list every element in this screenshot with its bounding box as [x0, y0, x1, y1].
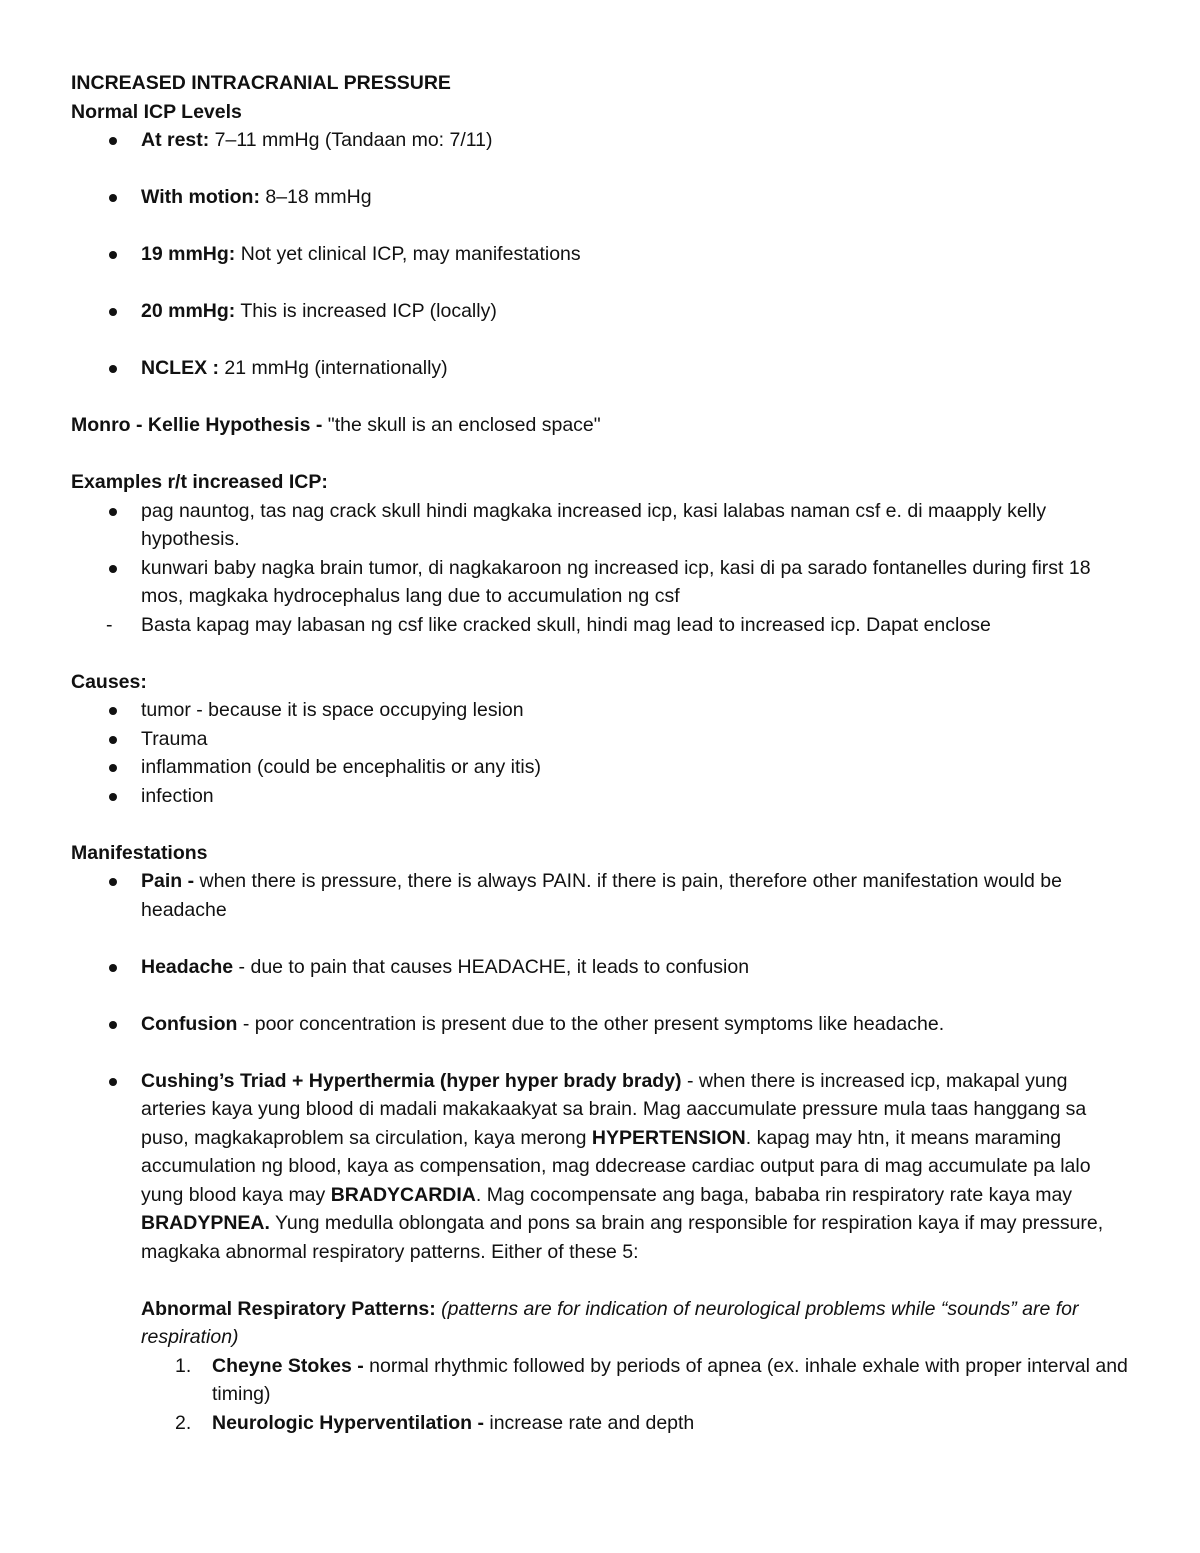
- hypertension-term: HYPERTENSION: [591, 1126, 746, 1149]
- item-text: - due to pain that causes HEADACHE, it leads to confusion: [233, 955, 750, 978]
- manifestation-confusion: [71, 1010, 1131, 1039]
- manifestation-pain: [71, 867, 1131, 924]
- item-label: Headache: [141, 955, 234, 978]
- bullet-icon: [109, 251, 117, 259]
- item-text: . Mag cocompensate ang baga, bababa rin respiratory rate kaya may: [475, 1183, 1073, 1206]
- item-text: when there is pressure, there is always PAIN. if there is pain, therefore other manifestation would be headache: [141, 870, 1062, 921]
- document-page: [71, 69, 1131, 1437]
- icp-item-nclex: [71, 354, 1131, 383]
- bradycardia-term: BRADYCARDIA: [330, 1183, 476, 1206]
- bullet-icon: [109, 736, 117, 744]
- example-item: [71, 554, 1131, 611]
- bullet-icon: [109, 878, 117, 886]
- icp-heading: Normal ICP Levels: [71, 100, 242, 123]
- bullet-icon: [109, 565, 117, 573]
- item-text: 8–18 mmHg: [259, 186, 372, 208]
- icp-item-19: [71, 240, 1131, 269]
- cause-text: infection: [141, 784, 214, 807]
- bradypnea-term: BRADYPNEA.: [141, 1212, 270, 1234]
- monro-label: Monro - Kellie Hypothesis -: [71, 414, 328, 436]
- patterns-label: Abnormal Respiratory Patterns:: [141, 1297, 436, 1320]
- item-text: 21 mmHg (internationally): [219, 357, 448, 379]
- cause-text: inflammation (could be encephalitis or any itis): [141, 756, 541, 778]
- examples-heading: Examples r/t increased ICP:: [71, 471, 328, 493]
- item-text: - poor concentration is present due to the other present symptoms like headache.: [237, 1012, 945, 1035]
- patterns-note: (patterns are for indication of neurological problems while “sounds” are for respiration): [141, 1297, 1079, 1348]
- item-label: Cushing’s Triad + Hyperthermia (hyper hyper brady brady): [141, 1069, 682, 1092]
- icp-item-rest: [71, 126, 1131, 155]
- example-dash-item: [71, 611, 1131, 640]
- example-text: kunwari baby nagka brain tumor, di nagkakaroon ng increased icp, kasi di pa sarado fontanelles during first 18 mos, magkaka hydrocephalus lang due to accumulation ng csf: [141, 556, 1091, 607]
- cause-text: Trauma: [141, 727, 208, 750]
- item-label: Confusion: [141, 1012, 238, 1035]
- dash-icon: -: [106, 613, 113, 636]
- item-text: This is increased ICP (locally): [235, 300, 497, 322]
- bullet-icon: [109, 508, 117, 516]
- list-number: 1.: [175, 1354, 192, 1377]
- bullet-icon: [109, 707, 117, 715]
- bullet-icon: [109, 793, 117, 801]
- cause-text: tumor - because it is space occupying lesion: [141, 699, 524, 721]
- item-label: Cheyne Stokes -: [212, 1354, 370, 1377]
- manifestation-headache: [71, 953, 1131, 982]
- pattern-item: [71, 1409, 1131, 1438]
- item-label: 20 mmHg:: [141, 300, 236, 322]
- abnormal-respiratory-patterns: [71, 1295, 1131, 1352]
- item-text: increase rate and depth: [489, 1411, 695, 1434]
- item-label: 19 mmHg:: [141, 243, 236, 265]
- example-item: [71, 497, 1131, 554]
- item-text: - when there is increased icp, makapal yung arteries kaya yung blood di madali makakaakyat sa brain. Mag aaccumulate pressure mula taas hanggang sa puso, magkakaproblem sa circulation, kaya merong: [141, 1069, 1087, 1149]
- bullet-icon: [109, 194, 117, 202]
- cause-item: [71, 725, 1131, 754]
- item-label: Pain -: [141, 870, 200, 892]
- manifestations-heading: Manifestations: [71, 841, 208, 864]
- item-text: . kapag may htn, it means maraming accumulation ng blood, kaya as compensation, mag ddecrease cardiac output para di mag accumulate pa lalo yung blood kaya may: [141, 1126, 1091, 1206]
- cause-item: [71, 753, 1131, 782]
- item-label: With motion:: [141, 186, 260, 208]
- monro-kellie-line: [71, 411, 1131, 440]
- bullet-icon: [109, 764, 117, 772]
- bullet-icon: [109, 1021, 117, 1029]
- example-text: Basta kapag may labasan ng csf like cracked skull, hindi mag lead to increased icp. Dapat enclose: [141, 613, 991, 636]
- causes-heading: Causes:: [71, 670, 147, 693]
- item-text: Yung medulla oblongata and pons sa brain ang responsible for respiration kaya if may pressure, magkaka abnormal respiratory patterns. Either of these 5:: [141, 1212, 1104, 1263]
- bullet-icon: [109, 137, 117, 145]
- monro-text: "the skull is an enclosed space": [327, 414, 601, 436]
- example-text: pag nauntog, tas nag crack skull hindi magkaka increased icp, kasi lalabas naman csf e. di maapply kelly hypothesis.: [141, 499, 1047, 550]
- icp-item-20: [71, 297, 1131, 326]
- document-title: INCREASED INTRACRANIAL PRESSURE: [71, 72, 451, 94]
- manifestation-cushing: [71, 1067, 1131, 1267]
- bullet-icon: [109, 365, 117, 373]
- cause-item: [71, 696, 1131, 725]
- pattern-item: [71, 1352, 1131, 1409]
- cause-item: [71, 782, 1131, 811]
- item-text: normal rhythmic followed by periods of apnea (ex. inhale exhale with proper interval and timing): [212, 1354, 1128, 1405]
- item-label: NCLEX :: [141, 357, 219, 379]
- item-text: Not yet clinical ICP, may manifestations: [235, 243, 581, 265]
- item-text: 7–11 mmHg (Tandaan mo: 7/11): [209, 129, 493, 151]
- bullet-icon: [109, 308, 117, 316]
- item-label: At rest:: [141, 129, 210, 151]
- list-number: 2.: [175, 1411, 192, 1434]
- bullet-icon: [109, 964, 117, 972]
- item-label: Neurologic Hyperventilation -: [212, 1411, 490, 1434]
- icp-item-motion: [71, 183, 1131, 212]
- bullet-icon: [109, 1078, 117, 1086]
